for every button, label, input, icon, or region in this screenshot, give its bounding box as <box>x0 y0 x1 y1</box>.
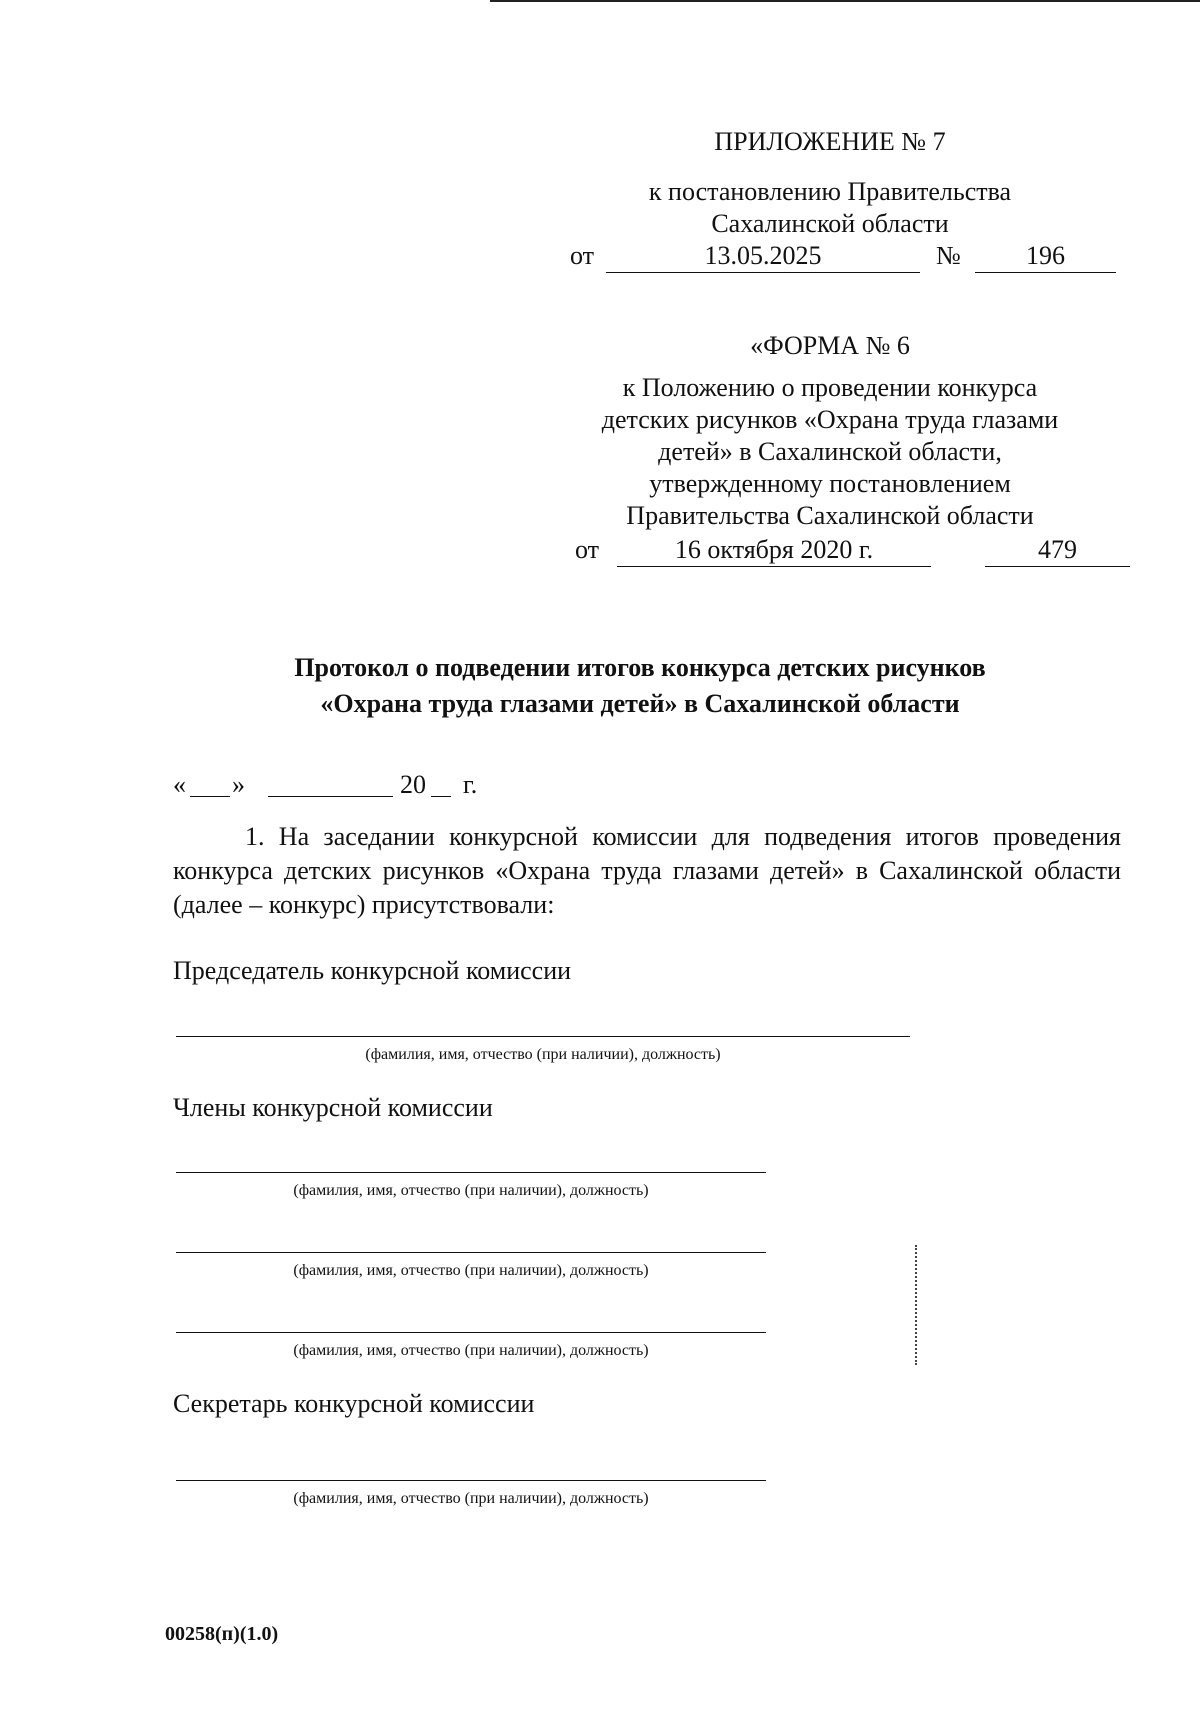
year-suffix: г. <box>463 770 478 799</box>
protocol-title-line-2: «Охрана труда глазами детей» в Сахалинской области <box>320 689 960 718</box>
form-line-5: Правительства Сахалинской области <box>626 501 1034 530</box>
form-number-field: 479 <box>985 535 1130 567</box>
chair-label: Председатель конкурсной комиссии <box>173 956 572 985</box>
protocol-title-line-1: Протокол о подведении итогов конкурса детских рисунков <box>294 653 986 682</box>
form-from-label: от <box>575 535 600 564</box>
year-prefix: 20 <box>400 770 426 799</box>
chair-signature-line <box>176 1036 910 1037</box>
date-close-quote: » <box>232 770 245 799</box>
member-caption-1: (фамилия, имя, отчество (при наличии), должность) <box>293 1182 649 1199</box>
document-code: 00258(п)(1.0) <box>165 1623 279 1645</box>
member-line-2 <box>176 1252 766 1253</box>
form-date-field: 16 октября 2020 г. <box>617 535 931 567</box>
appendix-from-label: от <box>570 241 595 270</box>
scan-top-border <box>490 0 1200 2</box>
appendix-date-field: 13.05.2025 <box>606 241 920 273</box>
secretary-caption: (фамилия, имя, отчество (при наличии), должность) <box>293 1490 649 1507</box>
member-caption-3: (фамилия, имя, отчество (при наличии), должность) <box>293 1342 649 1359</box>
appendix-number-field: 196 <box>975 241 1116 273</box>
member-line-1 <box>176 1172 766 1173</box>
secretary-signature-line <box>176 1480 766 1481</box>
date-open-quote: « <box>173 770 186 799</box>
member-line-3 <box>176 1332 766 1333</box>
members-label: Члены конкурсной комиссии <box>173 1093 493 1122</box>
member-caption-2: (фамилия, имя, отчество (при наличии), должность) <box>293 1262 649 1279</box>
day-blank <box>190 796 230 797</box>
appendix-title: ПРИЛОЖЕНИЕ № 7 <box>714 127 946 156</box>
chair-caption: (фамилия, имя, отчество (при наличии), должность) <box>365 1046 721 1063</box>
attendance-paragraph: 1. На заседании конкурсной комиссии для подведения итогов проведения конкурса детских рисунков «Охрана труда глазами детей» в Сахалинской области (далее – конкурс) присутствовали: <box>173 822 1121 919</box>
form-line-2: детских рисунков «Охрана труда глазами <box>601 405 1059 434</box>
appendix-line-2: Сахалинской области <box>711 209 949 238</box>
form-title: «ФОРМА № 6 <box>750 331 910 360</box>
year-blank <box>431 796 451 797</box>
secretary-label: Секретарь конкурсной комиссии <box>173 1389 535 1418</box>
protocol-title <box>160 650 1120 722</box>
appendix-line-1: к постановлению Правительства <box>648 177 1012 206</box>
form-line-3: детей» в Сахалинской области, <box>658 437 1002 466</box>
month-blank <box>268 796 393 797</box>
form-line-1: к Положению о проведении конкурса <box>622 373 1038 402</box>
scan-artifact-mark <box>915 1245 917 1365</box>
form-line-4: утвержденному постановлением <box>649 469 1011 498</box>
appendix-number-label: № <box>936 241 961 270</box>
